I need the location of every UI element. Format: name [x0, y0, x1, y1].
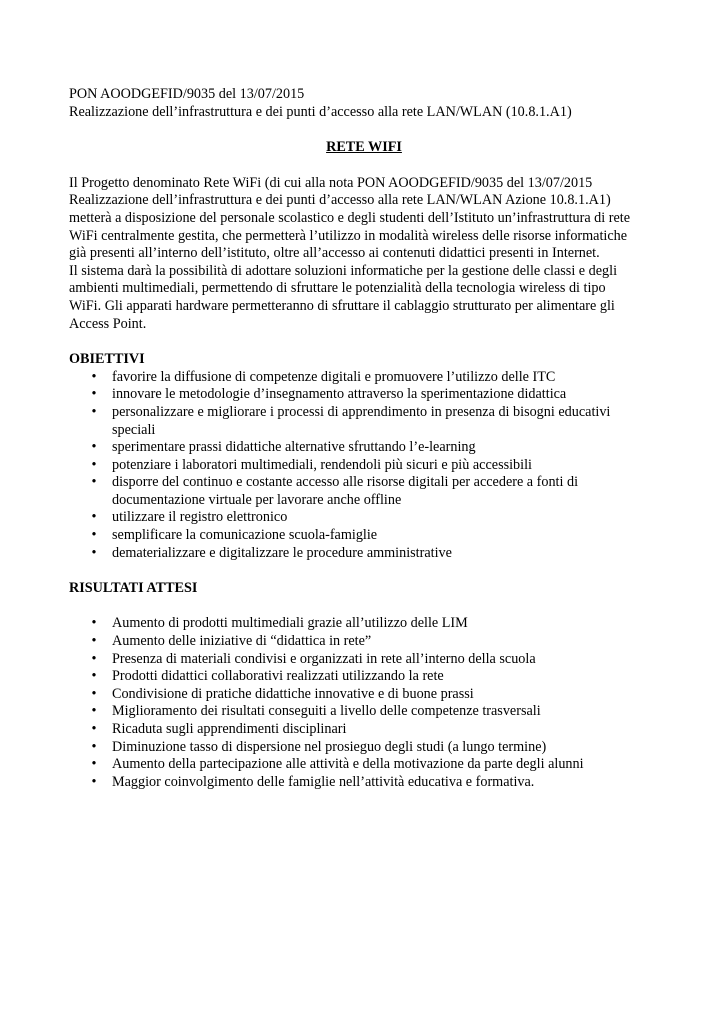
intro-line: ambienti multimediali, permettendo di sfruttare le potenzialità della tecnologia wireless di tipo — [69, 280, 606, 297]
list-item — [69, 668, 659, 686]
list-item-text: Maggior coinvolgimento delle famiglie nell’attività educativa e formativa. — [112, 773, 535, 790]
document-title: RETE WIFI — [326, 139, 402, 156]
section-heading-obiettivi: OBIETTIVI — [69, 351, 145, 368]
list-item — [69, 545, 659, 563]
list-item — [69, 615, 659, 633]
header-subtitle: Realizzazione dell’infrastruttura e dei punti d’accesso alla rete LAN/WLAN (10.8.1.A1) — [69, 103, 572, 120]
list-item — [69, 703, 659, 721]
bullet-icon: • — [91, 544, 97, 561]
bullet-icon: • — [91, 668, 97, 685]
bullet-icon: • — [91, 456, 97, 473]
bullet-icon: • — [91, 509, 97, 526]
list-item-text: documentazione virtuale per lavorare anche offline — [112, 491, 402, 508]
list-item — [69, 474, 659, 509]
list-item — [69, 457, 659, 475]
bullet-icon: • — [91, 615, 97, 632]
intro-line: Il Progetto denominato Rete WiFi (di cui alla nota PON AOODGEFID/9035 del 13/07/2015 — [69, 174, 593, 191]
section-spacer — [69, 598, 659, 616]
list-item-text: sperimentare prassi didattiche alternative sfruttando l’e-learning — [112, 439, 476, 456]
list-item — [69, 404, 659, 439]
list-item-text: Prodotti didattici collaborativi realizzati utilizzando la rete — [112, 668, 444, 685]
bullet-icon: • — [91, 386, 97, 403]
intro-paragraph — [69, 175, 659, 333]
list-item — [69, 386, 659, 404]
list-item-text: Diminuzione tasso di dispersione nel prosieguo degli studi (a lungo termine) — [112, 738, 547, 755]
list-item-text: dematerializzare e digitalizzare le procedure amministrative — [112, 544, 452, 561]
list-item — [69, 721, 659, 739]
intro-line: WiFi centralmente gestita, che permetterà l’utilizzo in modalità wireless delle risorse informatiche — [69, 227, 628, 244]
intro-line: Realizzazione dell’infrastruttura e dei punti d’accesso alla rete LAN/WLAN Azione 10.8.1.A1) — [69, 192, 611, 209]
bullet-icon: • — [91, 633, 97, 650]
list-item-text: Ricaduta sugli apprendimenti disciplinari — [112, 721, 347, 737]
list-item-text: potenziare i laboratori multimediali, rendendoli più sicuri e più accessibili — [112, 456, 532, 473]
list-item — [69, 651, 659, 669]
intro-line: già presenti all’interno dell’istituto, oltre all’accesso ai contenuti didattici presenti in Internet. — [69, 245, 600, 262]
list-item — [69, 774, 659, 792]
document-header — [69, 86, 659, 121]
bullet-icon: • — [91, 685, 97, 702]
bullet-icon: • — [91, 721, 97, 737]
list-item-text: innovare le metodologie d’insegnamento attraverso la sperimentazione didattica — [112, 386, 567, 403]
list-item — [69, 527, 659, 545]
list-item — [69, 756, 659, 774]
intro-line: Access Point. — [69, 315, 147, 332]
list-item-text: Condivisione di pratiche didattiche innovative e di buone prassi — [112, 685, 474, 702]
bullet-icon: • — [91, 368, 97, 385]
list-item-text: semplificare la comunicazione scuola-famiglie — [112, 527, 378, 544]
document-body — [69, 86, 659, 791]
bullet-icon: • — [91, 527, 97, 544]
bullet-icon: • — [91, 756, 97, 773]
list-item-text: personalizzare e migliorare i processi di apprendimento in presenza di bisogni educativi — [112, 403, 611, 420]
section-heading-risultati-attesi: RISULTATI ATTESI — [69, 580, 198, 597]
bullet-icon: • — [91, 703, 97, 720]
list-item — [69, 686, 659, 704]
obiettivi-list — [69, 369, 659, 563]
list-item-text: utilizzare il registro elettronico — [112, 509, 288, 526]
list-item — [69, 739, 659, 757]
list-item-text: Miglioramento dei risultati conseguiti a livello delle competenze trasversali — [112, 703, 541, 720]
bullet-icon: • — [91, 738, 97, 755]
intro-line: WiFi. Gli apparati hardware permetteranno di sfruttare il cablaggio strutturato per alimentare gli — [69, 297, 615, 314]
list-item — [69, 439, 659, 457]
list-item-text: Aumento della partecipazione alle attività e della motivazione da parte degli alunni — [112, 756, 584, 773]
header-reference: PON AOODGEFID/9035 del 13/07/2015 — [69, 86, 305, 102]
list-item-text: Aumento delle iniziative di “didattica in rete” — [112, 633, 372, 650]
list-item-text: Aumento di prodotti multimediali grazie all’utilizzo delle LIM — [112, 615, 468, 632]
bullet-icon: • — [91, 439, 97, 456]
list-item-text: disporre del continuo e costante accesso alle risorse digitali per accedere a fonti di — [112, 474, 579, 491]
bullet-icon: • — [91, 773, 97, 790]
list-item-text: speciali — [112, 421, 156, 438]
intro-line: Il sistema darà la possibilità di adottare soluzioni informatiche per la gestione delle classi e degli — [69, 262, 618, 279]
bullet-icon: • — [91, 650, 97, 667]
intro-line: metterà a disposizione del personale scolastico e degli studenti dell’Istituto un’infrastruttura di rete — [69, 209, 631, 226]
bullet-icon: • — [91, 474, 97, 491]
list-item — [69, 509, 659, 527]
risultati-list — [69, 615, 659, 791]
list-item — [69, 633, 659, 651]
list-item-text: favorire la diffusione di competenze digitali e promuovere l’utilizzo delle ITC — [112, 368, 556, 385]
bullet-icon: • — [91, 403, 97, 420]
list-item-text: Presenza di materiali condivisi e organizzati in rete all’interno della scuola — [112, 650, 536, 667]
list-item — [69, 369, 659, 387]
